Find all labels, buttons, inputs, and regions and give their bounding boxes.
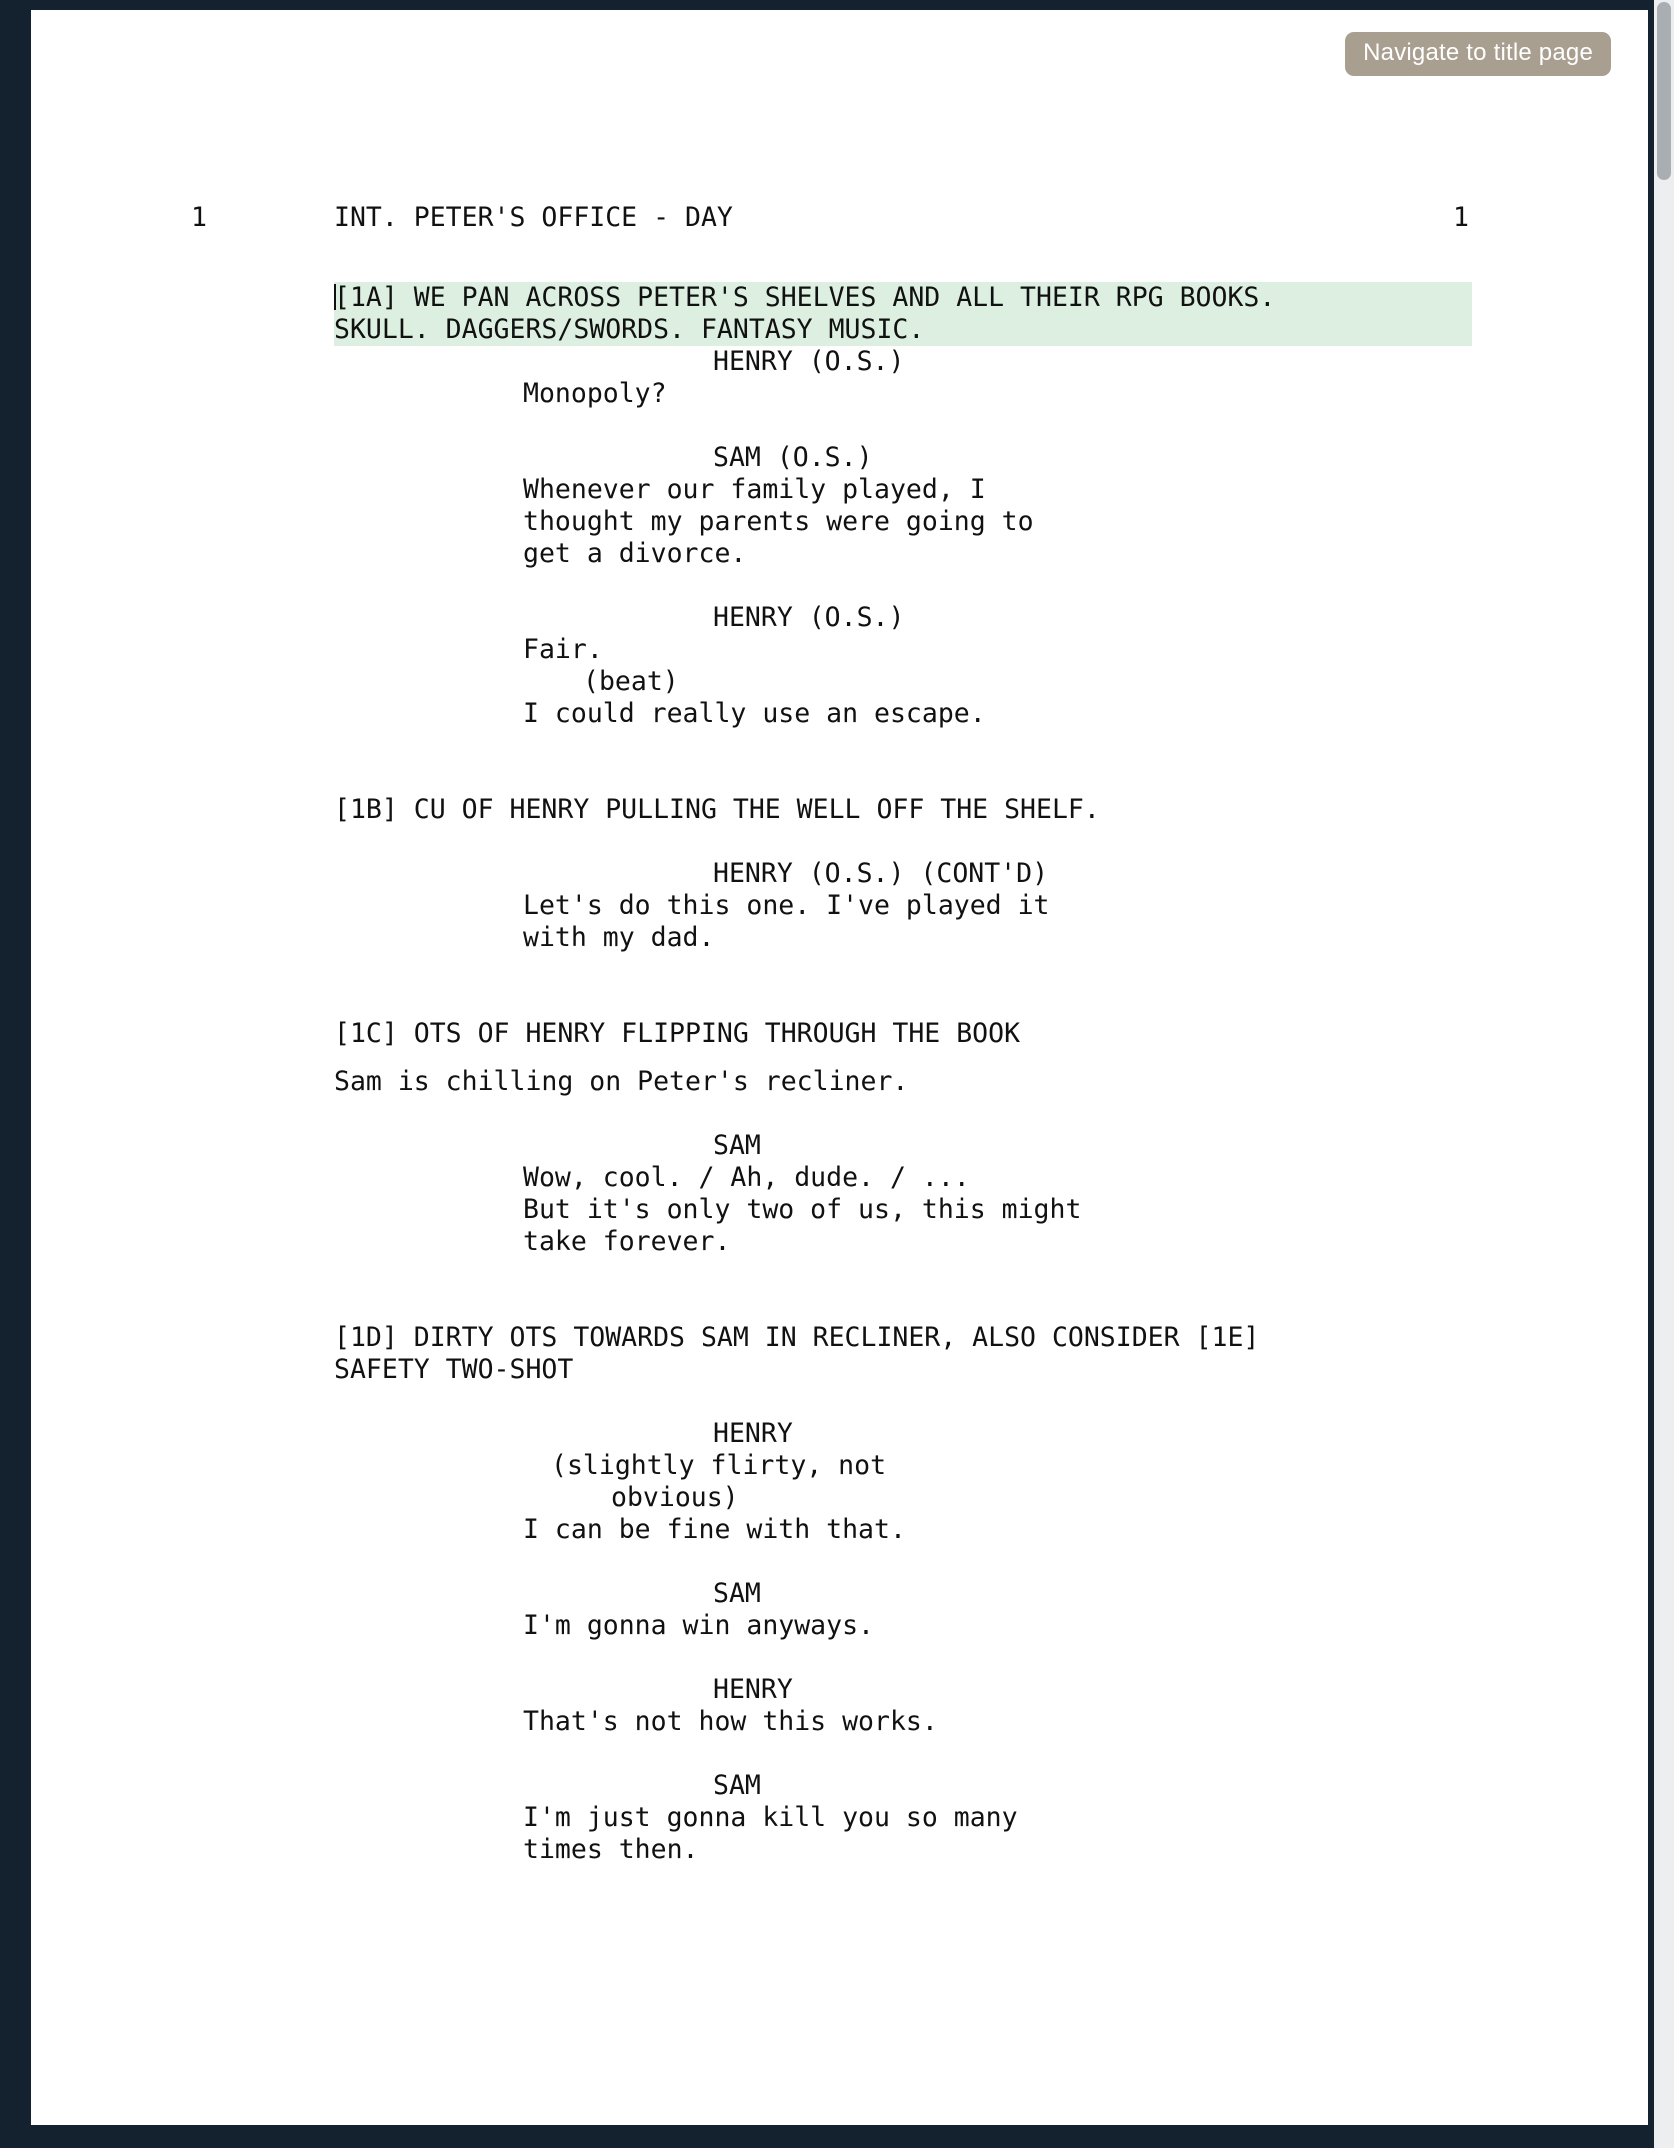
screenplay-text[interactable] bbox=[31, 202, 1648, 1866]
shot-line-1d-cont: SAFETY TWO-SHOT bbox=[334, 1354, 574, 1385]
action-line: Sam is chilling on Peter's recliner. bbox=[334, 1066, 909, 1097]
shot-block-1a[interactable] bbox=[334, 282, 1472, 346]
dialogue-line: take forever. bbox=[523, 1226, 731, 1257]
character-cue: HENRY (O.S.) (CONT'D) bbox=[713, 858, 1049, 889]
dialogue-line: I'm just gonna kill you so many bbox=[523, 1802, 1018, 1833]
dialogue-line: I'm gonna win anyways. bbox=[523, 1610, 874, 1641]
dialogue-line: Monopoly? bbox=[523, 378, 667, 409]
character-cue: SAM (O.S.) bbox=[713, 442, 873, 473]
dialogue-line: thought my parents were going to bbox=[523, 506, 1034, 537]
dialogue-line: get a divorce. bbox=[523, 538, 747, 569]
dialogue-line: I can be fine with that. bbox=[523, 1514, 906, 1545]
navigate-to-title-page-button[interactable]: Navigate to title page bbox=[1345, 32, 1611, 76]
dialogue-line: Let's do this one. I've played it bbox=[523, 890, 1050, 921]
parenthetical: (slightly flirty, not bbox=[551, 1450, 887, 1481]
dialogue-line: with my dad. bbox=[523, 922, 715, 953]
character-cue: SAM bbox=[713, 1578, 761, 1609]
character-cue: HENRY bbox=[713, 1418, 793, 1449]
scene-heading-row bbox=[31, 202, 1648, 234]
shot-line bbox=[334, 282, 1472, 314]
shot-line-1c: [1C] OTS OF HENRY FLIPPING THROUGH THE BOOK bbox=[334, 1018, 1021, 1049]
dialogue-line: Fair. bbox=[523, 634, 603, 665]
character-cue: SAM bbox=[713, 1770, 761, 1801]
parenthetical-cont: obvious) bbox=[611, 1482, 739, 1513]
dialogue-line: But it's only two of us, this might bbox=[523, 1194, 1082, 1225]
scene-heading: INT. PETER'S OFFICE - DAY bbox=[334, 202, 733, 233]
character-cue: HENRY bbox=[713, 1674, 793, 1705]
character-cue: HENRY (O.S.) bbox=[713, 346, 905, 377]
scene-number-right: 1 bbox=[1453, 202, 1469, 233]
dialogue-line: That's not how this works. bbox=[523, 1706, 938, 1737]
dialogue-line: Whenever our family played, I bbox=[523, 474, 986, 505]
dialogue-line: times then. bbox=[523, 1834, 699, 1865]
shot-line-text: [1A] WE PAN ACROSS PETER'S SHELVES AND ALL THEIR RPG BOOKS. bbox=[334, 282, 1276, 313]
vertical-scrollbar[interactable] bbox=[1654, 0, 1674, 2148]
screenplay-page bbox=[31, 10, 1648, 2125]
shot-line-1d: [1D] DIRTY OTS TOWARDS SAM IN RECLINER, ALSO CONSIDER [1E] bbox=[334, 1322, 1260, 1353]
character-cue: SAM bbox=[713, 1130, 761, 1161]
character-cue: HENRY (O.S.) bbox=[713, 602, 905, 633]
dialogue-line: Wow, cool. / Ah, dude. / ... bbox=[523, 1162, 970, 1193]
scene-number-left: 1 bbox=[191, 202, 207, 233]
dialogue-line: I could really use an escape. bbox=[523, 698, 986, 729]
shot-line-1b: [1B] CU OF HENRY PULLING THE WELL OFF THE SHELF. bbox=[334, 794, 1100, 825]
parenthetical: (beat) bbox=[583, 666, 679, 697]
shot-line: SKULL. DAGGERS/SWORDS. FANTASY MUSIC. bbox=[334, 314, 925, 345]
scrollbar-thumb[interactable] bbox=[1657, 2, 1671, 180]
